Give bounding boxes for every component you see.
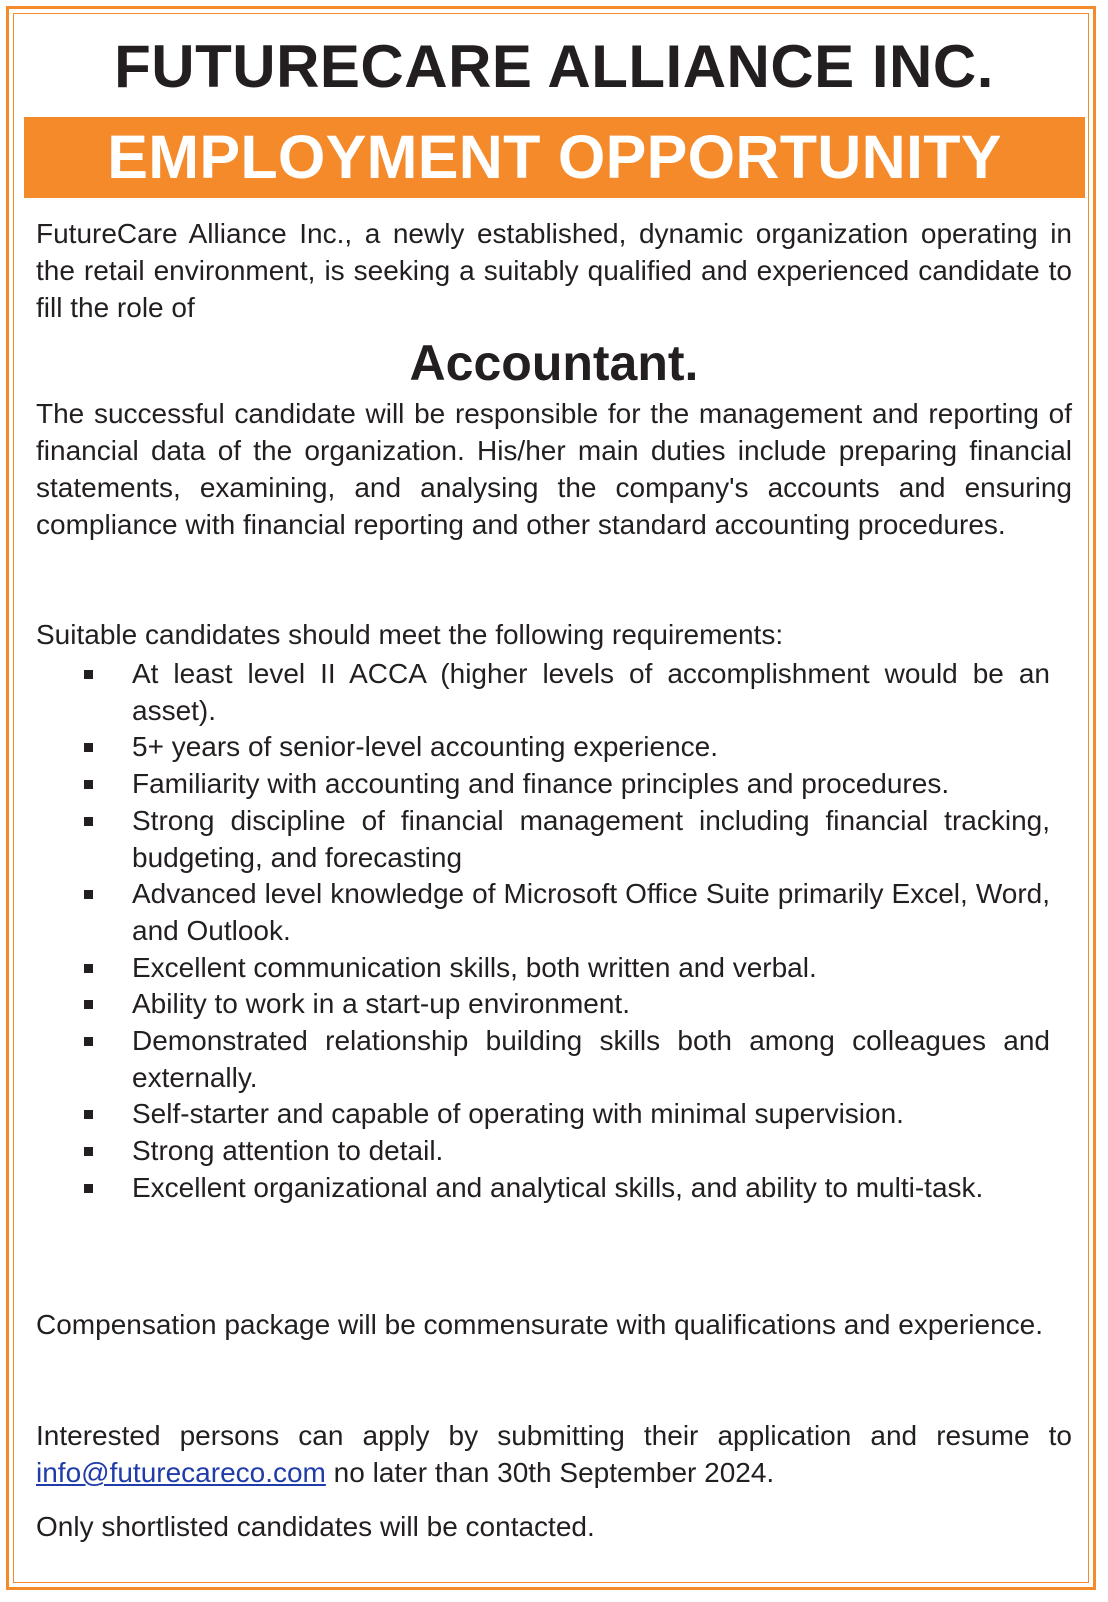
- requirement-text: Self-starter and capable of operating with minimal supervision.: [132, 1098, 904, 1130]
- email-link[interactable]: info@futurecareco.com: [36, 1457, 326, 1488]
- employment-banner: EMPLOYMENT OPPORTUNITY: [24, 117, 1085, 198]
- role-title: Accountant.: [409, 335, 699, 391]
- responsibilities-paragraph: The successful candidate will be responsible for the management and reporting of financial data of the organization. His/her main duties include preparing financial statements, examining, and analysing the company's accounts and ensuring compliance with financial reporting and other standard accounting procedures.: [36, 398, 1072, 540]
- requirement-text: At least level II ACCA (higher levels of accomplishment would be an asset).: [132, 658, 1050, 726]
- apply-paragraph: [36, 1417, 1072, 1491]
- requirement-text: Advanced level knowledge of Microsoft Office Suite primarily Excel, Word, and Outlook.: [132, 878, 1050, 946]
- bullet-icon: [84, 1037, 93, 1046]
- requirement-text: Ability to work in a start-up environment.: [132, 988, 630, 1020]
- bullet-icon: [84, 670, 93, 679]
- requirement-text: Strong attention to detail.: [132, 1135, 444, 1167]
- requirement-text: Strong discipline of financial management including financial tracking, budgeting, and forecasting: [132, 804, 1050, 873]
- closing-note: Only shortlisted candidates will be contacted.: [36, 1511, 595, 1542]
- requirement-text: Demonstrated relationship building skills both among colleagues and externally.: [132, 1025, 1050, 1093]
- bullet-icon: [84, 743, 93, 752]
- company-name: FUTURECARE ALLIANCE INC.: [114, 33, 994, 100]
- requirement-item: [36, 950, 1050, 987]
- requirement-item: [36, 986, 1050, 1023]
- bullet-icon: [84, 1110, 93, 1119]
- bullet-icon: [84, 1147, 93, 1156]
- requirement-item: [36, 876, 1050, 949]
- requirement-item: [36, 729, 1050, 766]
- deadline-text: no later than 30th September 2024.: [325, 1457, 775, 1488]
- requirement-text: Excellent organizational and analytical skills, and ability to multi-task.: [132, 1171, 984, 1203]
- requirement-text: Familiarity with accounting and finance principles and procedures.: [132, 768, 950, 800]
- requirement-text: 5+ years of senior-level accounting experience.: [132, 731, 719, 763]
- apply-text: Interested persons can apply by submitting their application and resume to: [36, 1420, 1072, 1451]
- requirement-item: [36, 1170, 1050, 1207]
- requirement-item: [36, 656, 1050, 729]
- compensation-paragraph: Compensation package will be commensurate with qualifications and experience.: [36, 1309, 1044, 1340]
- bullet-icon: [84, 817, 93, 826]
- requirement-item: [36, 766, 1050, 803]
- intro-paragraph: FutureCare Alliance Inc., a newly established, dynamic organization operating in the retail environment, is seeking a suitably qualified and experienced candidate to fill the role of: [36, 218, 1072, 323]
- requirement-item: [36, 803, 1050, 876]
- requirements-intro: Suitable candidates should meet the following requirements:: [36, 619, 784, 650]
- requirement-text: Excellent communication skills, both written and verbal.: [132, 951, 817, 983]
- bullet-icon: [84, 1000, 93, 1009]
- bullet-icon: [84, 890, 93, 899]
- requirement-item: [36, 1023, 1050, 1096]
- requirement-item: [36, 1096, 1050, 1133]
- requirements-list: [36, 656, 1050, 1207]
- bullet-icon: [84, 1184, 93, 1193]
- bullet-icon: [84, 964, 93, 973]
- requirement-item: [36, 1133, 1050, 1170]
- bullet-icon: [84, 780, 93, 789]
